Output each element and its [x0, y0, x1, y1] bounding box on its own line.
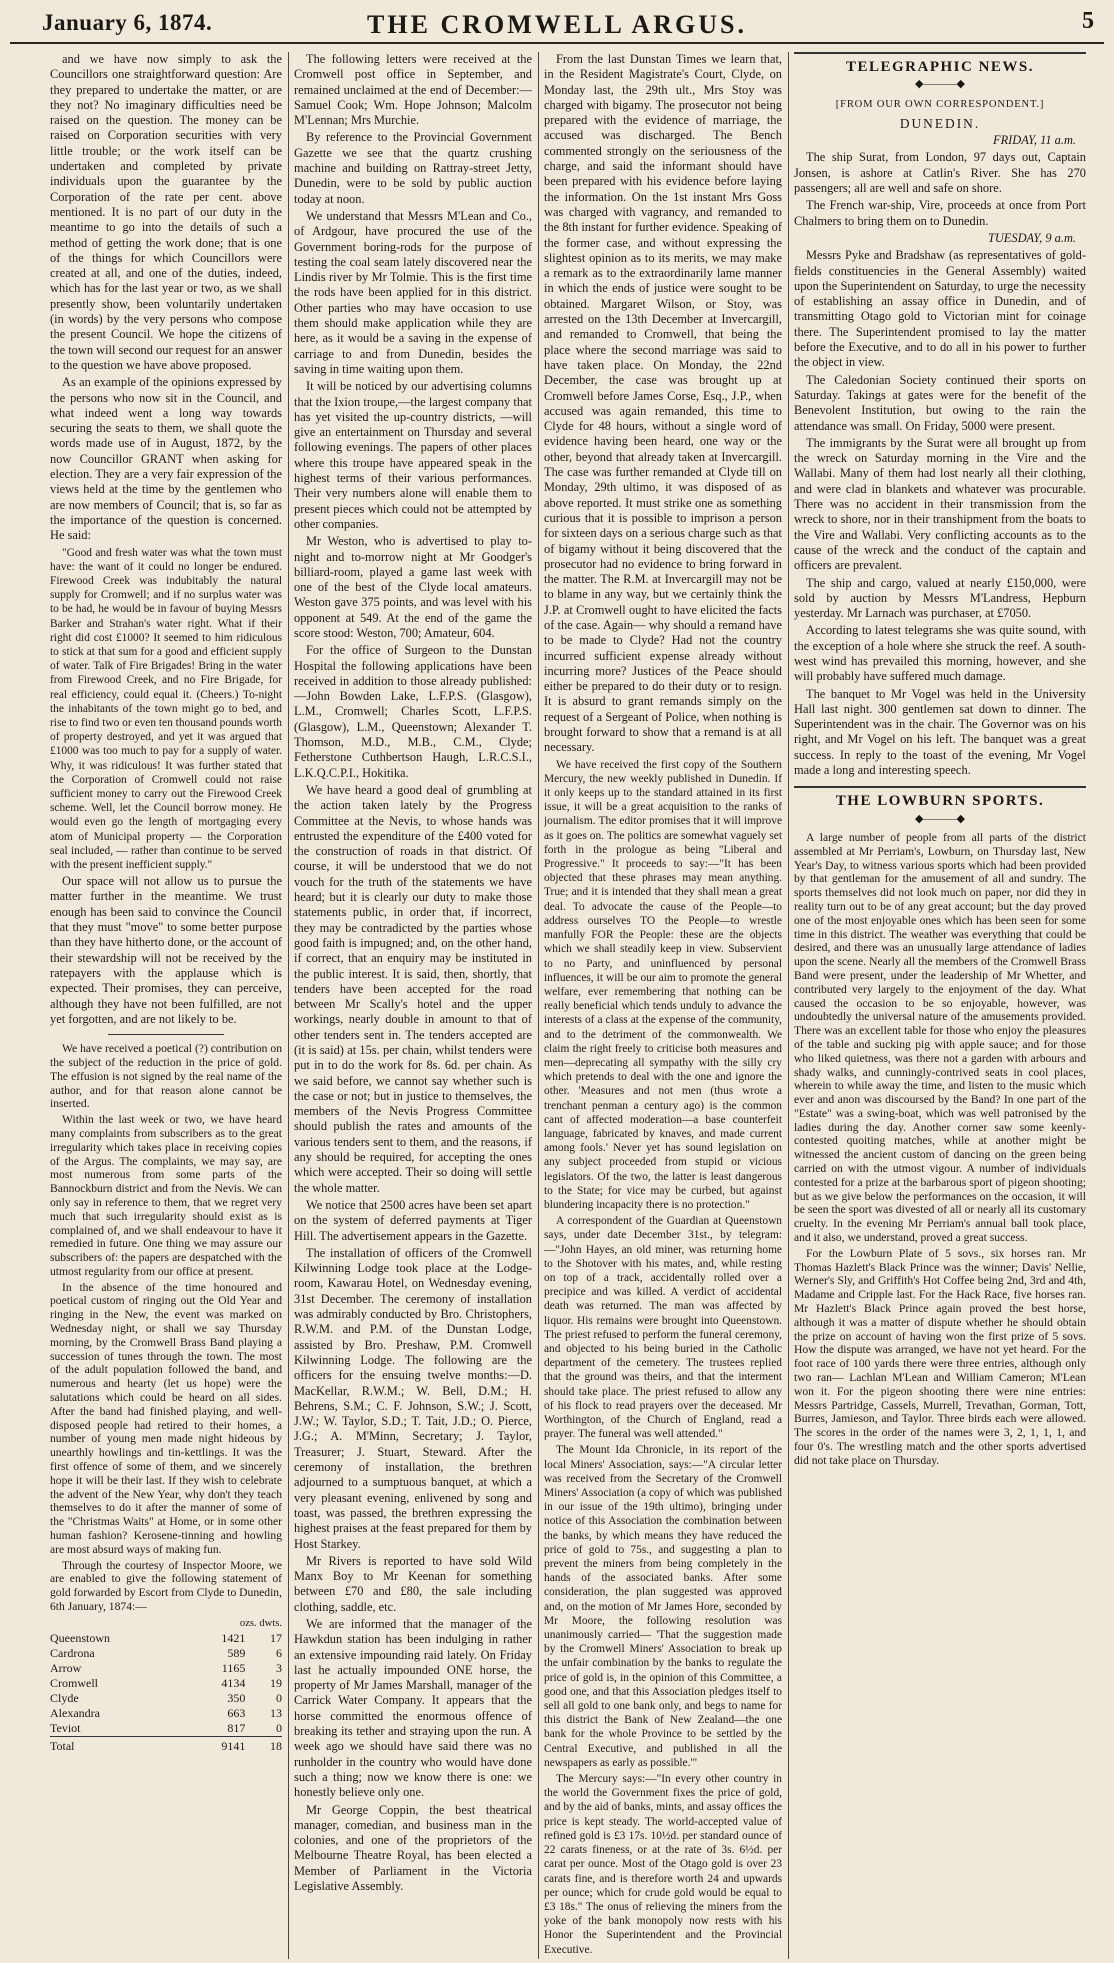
quoted-speech: "Good and fresh water was what the town must have: the want of it could no longer be endured. Firewood Creek was indubitably the natural supply for Cromwell; and if no surplus water was to be had, he would be in favour of buying Messrs Barker and Strahan's water right. What if their right did cost £1000? It seemed to him ridiculous to stick at that sum for a good and efficient supply of water. Talk of Fire Brigades! Bring in the water from Firewood Creek, and no Fire Brigade, for real efficiency, could equal it. (Cheers.) To-night the inhabitants of the town might go to bed, and rise to find two or even ten thousand pounds worth of property destroyed, and yet it was argued that £1000 was too much to pay for a supply of water. Why, it was ridiculous! It was further stated that the Corporation of Cromwell could not raise sufficient money to carry out the Firewood Creek scheme. Well, let the Council borrow money. He would even go the length of mortgaging every atom of Municipal property — the Corporation seal included, — rather than continue to be served with the present inefficient supply." — [50, 546, 282, 871]
article-paragraph: From the last Dunstan Times we learn that, in the Resident Magistrate's Court, Clyde, on Monday last, the 29th ult., Mrs Stoy was charged with bigamy. The prosecutor not being prepared with the evidence of marriage, the accused was discharged. The Bench commented strongly on the seriousness of the charge, and said the informant should have been prepared with his evidence before laying the information. On the 1st instant Mrs Goss was charged with vagrancy, and remanded to the 8th instant for further evidence. Speaking of the former case, and without expressing the slightest opinion as to its merits, we may make a remark as to the extraordinarily lame manner in which the ends of justice were sought to be obtained. Margaret Wilson, or Stoy, was arrested on the 13th December at Invercargill, and remanded to Cromwell, that being the place where the second marriage was said to have taken place. On Monday, the 22nd December, the case was brought up at Cromwell before James Corse, Esq., J.P., when accused was again remanded, this time to Clyde for 48 hours, without a single word of evidence having been heard, one way or the other, beyond that already taken at Invercargill. The case was further remanded at Clyde till on Monday, 29th ultimo, it was disposed of as above reported. It must strike one as something curious that it is possible to imprison a person for sixteen days on a serious charge such as that of bigamy without it being discovered that the prosecutor had no evidence to bring forward in the matter. The R.M. at Invercargill may not be to blame in any way, but we certainly think the J.P. at Cromwell ought to have elicited the facts of the case. Again— why should a remand have to be made to Clyde? Had not the country incurred sufficient expense already without incurring more? Justices of the Peace should either be prepared to do their duty or to resign. It is absurd to grant remands simply on the request of a Sergeant of Police, when nothing is brought forward to show that a remand is at all necessary. — [544, 52, 782, 755]
article-paragraph: We understand that Messrs M'Lean and Co., of Ardgour, have procured the use of the Government boring-rods for the purpose of testing the coal seam lately discovered near the Lindis river by Mr Tolmie. This is the first time the rods have been applied for in this district. Other parties who may have occasion to use them should make application while they are here, as it would be a saving in the expense of carriage to and from Dunedin, besides the saving in time waiting upon them. — [294, 208, 532, 376]
separator — [108, 1034, 224, 1035]
article-paragraph: A correspondent of the Guardian at Queenstown says, under date December 31st., by telegram:—"John Hayes, an old miner, was returning home to the Shotover with his mates, and, while resting on top of a track, accidentally rolled over a precipice and was killed. A verdict of accidental death was returned. The man was affected by liquor. His remains were brought into Queenstown. The priest refused to perform the funeral ceremony, and objected to his being buried in the Catholic department of the cemetery. The trustees replied that the ground was theirs, and that the interment should take place. The priest refused to allow any of his flock to read prayers over the deceased. Mr Worthington, of the Church of England, read a prayer. The funeral was well attended." — [544, 1215, 782, 1441]
article-paragraph: Through the courtesy of Inspector Moore, we are enabled to give the following statement of gold forwarded by Escort from Clyde to Dunedin, 6th January, 1874:— — [50, 1558, 282, 1614]
total-ozs: 9141 — [181, 1736, 245, 1754]
article-paragraph: We have received the first copy of the Southern Mercury, the new weekly published in Dunedin. If it only keeps up to the standard attained in its first issue, it will be a great acquisition to the ranks of journalism. The editor promises that it will improve as it goes on. The politics are somewhat vaguely set forth in the prologue as being "Liberal and Progressive." It proceeds to say:—"It has been objected that these phrases may mean anything. True; and it is intended that they shall mean a great deal. To advocate the cause of the People—to address ourselves TO the People—to wrestle manfully FOR the People: these are the objects which we shall steadily keep in view. Subservient to no Party, and uninfluenced by personal influences, it will be our aim to promote the general welfare, ever remembering that nothing can be really beneficial which tends unduly to advance the interests of a class at the expense of the community, and to the detriment of the commonwealth. We claim the right freely to criticise both measures and men—deprecating all sympathy with the silly cry which pretends to deal with the one and ignore the other. 'Measures and not men (thus wrote a trenchant penman a century ago) is the common cant of affected moderation—a base counterfeit language, fabricated by knaves, and made current among fools.' Never yet has sound legislation on any subject proceeded from stupid or vicious legislators. Of the two, the latter is least dangerous to the State; for vice may be curbed, but against blundering incapacity there is no protection." — [544, 758, 782, 1211]
article-paragraph: In the absence of the time honoured and poetical custom of ringing out the Old Year and ringing in the New, the event was marked on Wednesday night, or shall we say Thursday morning, by the Cromwell Brass Band playing a succession of tunes through the town. The most of the adult population followed the band, and numerous and hearty (let us hope) were the salutations which could be heard on all sides. After the band had finished playing, and well-disposed people had retired to their homes, a number of young men made night hideous by unearthly howlings and tin-kettlings. It was the first offence of some of them, and we sincerely hope it will be their last. If they wish to celebrate the advent of the New Year, why don't they teach themselves to do it after the manner of some of the "Christmas Waits" at Home, or in some other human fashion? Kerosene-tinning and howling are most absurd ways of making fun. — [50, 1280, 282, 1556]
columns — [10, 44, 1104, 1959]
gold-place-cell: Alexandra — [50, 1705, 100, 1720]
gold-dwts-cell: 19 — [270, 1675, 282, 1690]
lowburn-sports-heading: THE LOWBURN SPORTS. — [835, 793, 1045, 810]
gold-dwts-cell: 0 — [276, 1690, 282, 1705]
gold-ozs-cell: 350 — [227, 1690, 246, 1705]
table-row — [50, 1691, 282, 1706]
page-number: 5 — [1082, 8, 1094, 34]
ornament-rule: ◆———◆ — [915, 78, 965, 91]
table-body — [50, 1631, 282, 1737]
gold-place-cell: Arrow — [50, 1660, 82, 1675]
gold-dwts-cell: 0 — [276, 1720, 282, 1735]
article-paragraph: The Mercury says:—"In every other country in the world the Government fixes the price of gold, and by the aid of banks, mints, and assay offices the price is kept steady. The world-accepted value of refined gold is £3 17s. 10½d. per standard ounce of 22 carats fineness, or at the rate of 3s. 6½d. per carat per ounce. Most of the Otago gold is over 23 carats fine, and is therefore worth 24 and upwards per ounce; which for crude gold would be equal to £3 18s." The onus of relieving the miners from the yoke of the bank monopoly now rests with his Honor the Superintendent and the Provincial Executive. — [544, 1773, 782, 1956]
article-paragraph: Mr Rivers is reported to have sold Wild Manx Boy to Mr Keenan for something between £70 and £80, the sale including clothing, saddle, etc. — [294, 1553, 532, 1614]
article-paragraph: It will be noticed by our advertising columns that the Ixion troupe,—the largest company that has yet visited the up-country districts, —will give an entertainment on Thursday and several following evenings. The papers of other places where this troupe have appeared speak in the highest terms of their various performances. Their very numbers alone will enable them to present pieces which could not be attempted by other companies. — [294, 379, 532, 531]
article-paragraph: As an example of the opinions expressed by the persons who now sit in the Council, and what indeed went a long way towards securing the seats to them, we shall quote the words made use of in August, 1872, by the now Councillor GRANT when asking for election. They are a very fair expression of the views held at the time by the gentlemen who are now members of Council; that is, so far as the importance of the question is concerned. He said: — [50, 375, 282, 543]
section-rule — [794, 52, 1086, 54]
telegram-paragraph: The immigrants by the Surat were all brought up from the wreck on Saturday morning in the Vire and the Wallabi. Many of them had lost nearly all their clothing, and were clad in blankets and whatever was procurable. There was no accident in their transmission from the wreck to shore, nor in their transhipment from the boats to the Vire and Wallabi. Very conflicting accounts as to the cause of the wreck and the conduct of the captain and officers are prevalent. — [794, 435, 1086, 573]
sports-paragraph: A large number of people from all parts of the district assembled at Mr Perriam's, Lowburn, on Thursday last, New Year's Day, to witness various sports which had been provided by that gentleman for the amusement of all and sundry. The sports themselves did not look much on paper, nor did they in reality turn out to be of any great account; but the day proved one of the most enjoyable ones which has been seen for some time in this district. The weather was everything that could be desired, and there was an unusually large attendance of ladies upon the scene. Nearly all the members of the Cromwell Brass Band were present, under the leadership of Mr Whetter, and contributed very largely to the enjoyment of the day. What caused the occasion to be so enjoyable, however, was undoubtedly the universal nature of the amusements provided. There was an excellent table for those who enjoy the pleasures of the table and sucking pig with apple sauce; and for those who liked quietness, was there not a garden with arbours and shady walks, and cunningly-contrived seats in cool places, wherein to while away the time, and listen to the music which ever and anon was discoursed by the Band? In one part of the "Estate" was a swing-boat, which was well patronised by the ladies during the day. Another corner saw some keenly-contested quoiting matches, while at another might be witnessed the ancient custom of dancing on the green being carried on with the utmost vigour. A number of individuals contested for a prize at the barbarous sport of pigeon shooting; but as we give below the performances on the occasion, it will be seen the sport was divested of all or nearly all its customary cruelty. In the evening Mr Perriam's annual ball took place, and it also, we understand, proved a great success. — [794, 830, 1086, 1245]
article-paragraph: Within the last week or two, we have heard many complaints from subscribers as to the great irregularity which takes place in receiving copies of the Argus. The complaints, we may say, are most numerous from some parts of the Bannockburn district and from the Nevis. We can only say in reference to them, that we regret very much that such irregularity should exist as is complained of, and we shall endeavour to have it remedied in future. One thing we may assure our subscribers of: the papers are despatched with the utmost regularity from our office at present. — [50, 1113, 282, 1278]
dateline-time: TUESDAY, 9 a.m. — [987, 230, 1076, 245]
gold-ozs-cell: 663 — [227, 1705, 246, 1720]
article-paragraph: The installation of officers of the Cromwell Kilwinning Lodge took place at the Lodge-room, Kawarau Hotel, on Wednesday evening, 31st December. The ceremony of installation was admirably conducted by Bro. Christophers, R.W.M. and P.M. of the Dunstan Lodge, assisted by Bro. Preshaw, P.M. Cromwell Kilwinning Lodge. The following are the officers for the ensuing twelve months:—D. MacKellar, R.W.M.; W. Bell, D.M.; H. Behrens, S.M.; C. F. Johnson, S.W.; J. Scott, J.W.; W. Taylor, S.D.; T. Tait, J.D.; O. Pierce, J.G.; A. M'Minn, Secretary; J. Taylor, Treasurer; J. Stuart, Steward. After the ceremony of installation, the brethren adjourned to a sumptuous banquet, at which a very pleasant evening, enlivened by song and toast, was passed, the brethren expressing the highest praises at the feast prepared for them by Host Starkey. — [294, 1245, 532, 1551]
column-rule — [788, 52, 789, 1959]
table-row — [50, 1646, 282, 1661]
table-row — [50, 1706, 282, 1721]
gold-place-cell: Teviot — [50, 1720, 81, 1735]
gold-place-cell: Clyde — [50, 1690, 79, 1705]
article-paragraph: and we have now simply to ask the Councillors one straightforward question: Are they prepared to undertake the matter, or are they not? No imaginary difficulties need be raised on the question. The money can be raised on Corporation securities with very little trouble; or the work itself can be undertaken and completed by private individuals upon the guarantee by the Corporation of the rate per cent. above mentioned. It is no part of our duty in the meantime to go into the details of such a method of getting the work done; that is one of the things for which Councillors were created at all, and one of the duties, indeed, which has for the last year or two, as we shall presently show, been voluntarily undertaken (in words) by the very persons who compose the present Council. We hope the citizens of the town will second our request for an answer to the question we have above proposed. — [50, 52, 282, 372]
table-row — [50, 1661, 282, 1676]
sports-paragraph: For the Lowburn Plate of 5 sovs., six horses ran. Mr Thomas Hazlett's Black Prince was the winner; Davis' Nellie, Werner's Sly, and Griffith's Hot Coffee being 2nd, 3rd and 4th, Madame and Cripple last. For the Hack Race, five horses ran. Mr Hazlett's Black Prince again proved the best horse, although it was a matter of dispute whether he should obtain the prize on account of having won the first prize of 5 sovs. How the dispute was arranged, we have not yet heard. For the foot race of 100 yards there were three entries, although only two ran— Lachlan M'Lean and William Cameron; M'Lean won it. For the pigeon shooting there were nine entries: Messrs Partridge, Cassels, Murrell, Trevathan, Gorman, Tott, Burres, Jamieson, and Taylor. Three birds each were allowed. The scores in the order of the names were 3, 2, 1, 1, 1, and four 0's. The wrestling match and the other sports advertised did not take place on Thursday. — [794, 1246, 1086, 1467]
column-3 — [544, 52, 782, 1959]
article-paragraph: We notice that 2500 acres have been set apart on the system of deferred payments at Tiger Hill. The advertisement appears in the Gazette. — [294, 1197, 532, 1243]
table-total-row — [50, 1736, 282, 1754]
gold-dwts-cell: 13 — [270, 1705, 282, 1720]
article-paragraph: By reference to the Provincial Government Gazette we see that the quartz crushing machine and building on Rattray-street Jetty, Dunedin, were to be sold by public auction today at noon. — [294, 130, 532, 206]
telegram-paragraph: The ship and cargo, valued at nearly £150,000, were sold by auction by Messrs M'Landress, Hepburn yesterday. Mr Larnach was purchaser, at £7050. — [794, 575, 1086, 621]
gold-dwts-cell: 17 — [270, 1630, 282, 1645]
issue-date: January 6, 1874. — [42, 10, 213, 35]
article-paragraph: We have received a poetical (?) contribution on the subject of the reduction in the price of gold. The effusion is not signed by the real name of the author, and for that reason alone cannot be inserted. — [50, 1042, 282, 1111]
dateline-time: FRIDAY, 11 a.m. — [993, 133, 1076, 148]
masthead — [10, 6, 1104, 44]
total-dwts: 18 — [245, 1736, 282, 1754]
dateline-place: DUNEDIN. — [899, 115, 981, 131]
column-rule — [288, 52, 289, 1959]
table-row — [50, 1631, 282, 1646]
telegraphic-news-heading: TELEGRAPHIC NEWS. — [845, 59, 1035, 75]
gold-dwts-cell: 3 — [276, 1660, 282, 1675]
column-rule — [538, 52, 539, 1959]
article-paragraph: The Mount Ida Chronicle, in its report of the local Miners' Association, says:—"A circular letter was received from the Secretary of the Cromwell Miners' Association (a copy of which was published in our issue of the 19th ultimo), bringing under notice of this Association the combination between the banks, by which means they have reduced the price of gold to 75s., and suggesting a plan to prevent the miners from being completely in the hands of the associated banks. After some consideration, the plan suggested was approved and, on the motion of Mr James Hore, seconded by Mr Moore, the following resolution was unanimously carried— 'That the suggestion made by the Cromwell Miners' Association to break up the unfair combination by the banks to regulate the price of gold is, in the opinion of this Committee, a good one, and that this Association pledges itself to sell all gold to one bank only, and begs to name for this district the Bank of New Zealand—the one bank for the whole Province to be settled by the Central Executive, and published in all the newspapers as early as possible.'" — [544, 1444, 782, 1769]
telegram-paragraph: The Caledonian Society continued their sports on Saturday. Takings at gates were for the benefit of the Benevolent Institution, but owing to the rain the attendance was small. On Friday, 5000 were present. — [794, 372, 1086, 433]
article-paragraph: The following letters were received at the Cromwell post office in September, and remained unclaimed at the end of December:— Samuel Cook; Wm. Hope Johnson; Malcolm M'Lennan; Mrs Murchie. — [294, 52, 532, 128]
article-paragraph: We are informed that the manager of the Hawkdun station has been indulging in rather an extensive impounding raid lately. On Friday last he actually impounded ONE horse, the property of Mr James Marshall, manager of the Carrick Water Company. It appears that the horse committed the enormous offence of breaking its tether and straying upon the run. A week ago we should have said there was no runholder in the country who would have done such a thing; now we know there is one: we honestly believe only one. — [294, 1616, 532, 1800]
table-row — [50, 1676, 282, 1691]
column-4 — [794, 52, 1086, 1959]
ornament-rule: ◆———◆ — [915, 812, 965, 825]
gold-ozs-cell: 1165 — [221, 1660, 246, 1675]
unit-header: ozs. dwts. — [239, 1617, 282, 1629]
telegram-paragraph: According to latest telegrams she was quite sound, with the exception of a hole where she struck the reef. A south-west wind has prevailed this morning, however, and she will probably have suffered much damage. — [794, 623, 1086, 684]
article-paragraph: Our space will not allow us to pursue the matter further in the meantime. We trust enough has been said to convince the Council that they must "move" to some better purpose than they have hitherto done, or the account of their stewardship will not be received by the ratepayers with the applause which is expected. Their promises, they can perceive, although they have not been fulfilled, are not yet forgotten, and are not likely to be. — [50, 874, 282, 1026]
article-paragraph: For the office of Surgeon to the Dunstan Hospital the following applications have been received in addition to those already published: —John Bowden Lake, L.F.P.S. (Glasgow), L.M., Cromwell; Charles Scott, L.F.P.S. (Glasgow), L.M., Queenstown; Alexander T. Thomson, M.D., M.B., C.M., Clyde; Fetherstone Cuthbertson Haugh, L.R.C.S.I., L.K.Q.C.P.I., Hokitika. — [294, 643, 532, 780]
telegram-paragraph: The ship Surat, from London, 97 days out, Captain Jonsen, is ashore at Catlin's River. She has 270 passengers; all are well and safe on shore. — [794, 150, 1086, 196]
telegram-paragraph: Messrs Pyke and Bradshaw (as representatives of gold-fields constituencies in the General Assembly) waited upon the Superintendent on Saturday, to urge the necessity of establishing an assay office in Dunedin, and of transmitting Otago gold to Victorian mint for coinage there. The Superintendent promised to lay the matter before the Executive, and to do all in his power to further the object in view. — [794, 248, 1086, 370]
gold-place-cell: Queenstown — [50, 1630, 110, 1645]
telegram-paragraph: The French war-ship, Vire, proceeds at once from Port Chalmers to bring them on to Dunedin. — [794, 198, 1086, 228]
gold-ozs-cell: 1421 — [221, 1630, 246, 1645]
article-paragraph: Mr Weston, who is advertised to play to-night and to-morrow night at Mr Goodger's billiard-room, played a game last week with one of the best of the Clyde local amateurs. Weston gave 375 points, and was level with his opponent at 549. At the end of the game the score stood: Weston, 700; Amateur, 604. — [294, 534, 532, 640]
gold-ozs-cell: 4134 — [221, 1675, 246, 1690]
section-rule — [794, 786, 1086, 788]
total-label: Total — [50, 1736, 181, 1754]
telegram-paragraph: The banquet to Mr Vogel was held in the University Hall last night. 300 gentlemen sat down to dinner. The Superintendent was in the chair. The Governor was on his right, and Mr Vogel on his left. The banquet was a great success. In reply to the toast of the evening, Mr Vogel made a long and interesting speech. — [794, 686, 1086, 778]
column-1 — [50, 52, 282, 1959]
gold-ozs-cell: 589 — [227, 1645, 246, 1660]
article-paragraph: Mr George Coppin, the best theatrical manager, comedian, and business man in the colonies, and one of the proprietors of the Melbourne Theatre Royal, has been elected a Member of Parliament in the Victoria Legislative Assembly. — [294, 1802, 532, 1894]
gold-escort-table — [50, 1616, 282, 1754]
correspondent-note: [FROM OUR OWN CORRESPONDENT.] — [835, 98, 1045, 110]
article-paragraph: We have heard a good deal of grumbling at the action taken lately by the Progress Committee at the Nevis, to whose hands was entrusted the expenditure of the £400 voted for the construction of roads in that district. Of course, it will be understood that we do not vouch for the truth of the statements we have heard; but it is clearly our duty to make those statements public, in order that, if incorrect, they may be contradicted by the parties whose good faith is impugned; and, on the other hand, if correct, that an enquiry may be instituted in the public interest. It is said, then, shortly, that tenders have been accepted for the road between Mr Scally's hotel and the upper workings, nearly double in amount to that of other tenders sent in. The tenders accepted are (it is said) at 15s. per chain, whilst tenders were put in to do the work for 8s. 6d. per chain. As we said before, we cannot say whether such is the case or not; but in justice to themselves, the members of the Nevis Progress Committee should publish the rates and amounts of the various tenders sent to them, and the reasons, if any should be required, for accepting the ones which were accepted. Their so doing will settle the whole matter. — [294, 782, 532, 1195]
gold-place-cell: Cromwell — [50, 1675, 98, 1690]
gold-ozs-cell: 817 — [227, 1720, 246, 1735]
gold-dwts-cell: 6 — [276, 1645, 282, 1660]
table-header-row — [50, 1616, 282, 1631]
column-2 — [294, 52, 532, 1959]
table-row — [50, 1721, 282, 1737]
gold-place-cell: Cardrona — [50, 1645, 95, 1660]
newspaper-title: THE CROMWELL ARGUS. — [367, 10, 747, 39]
